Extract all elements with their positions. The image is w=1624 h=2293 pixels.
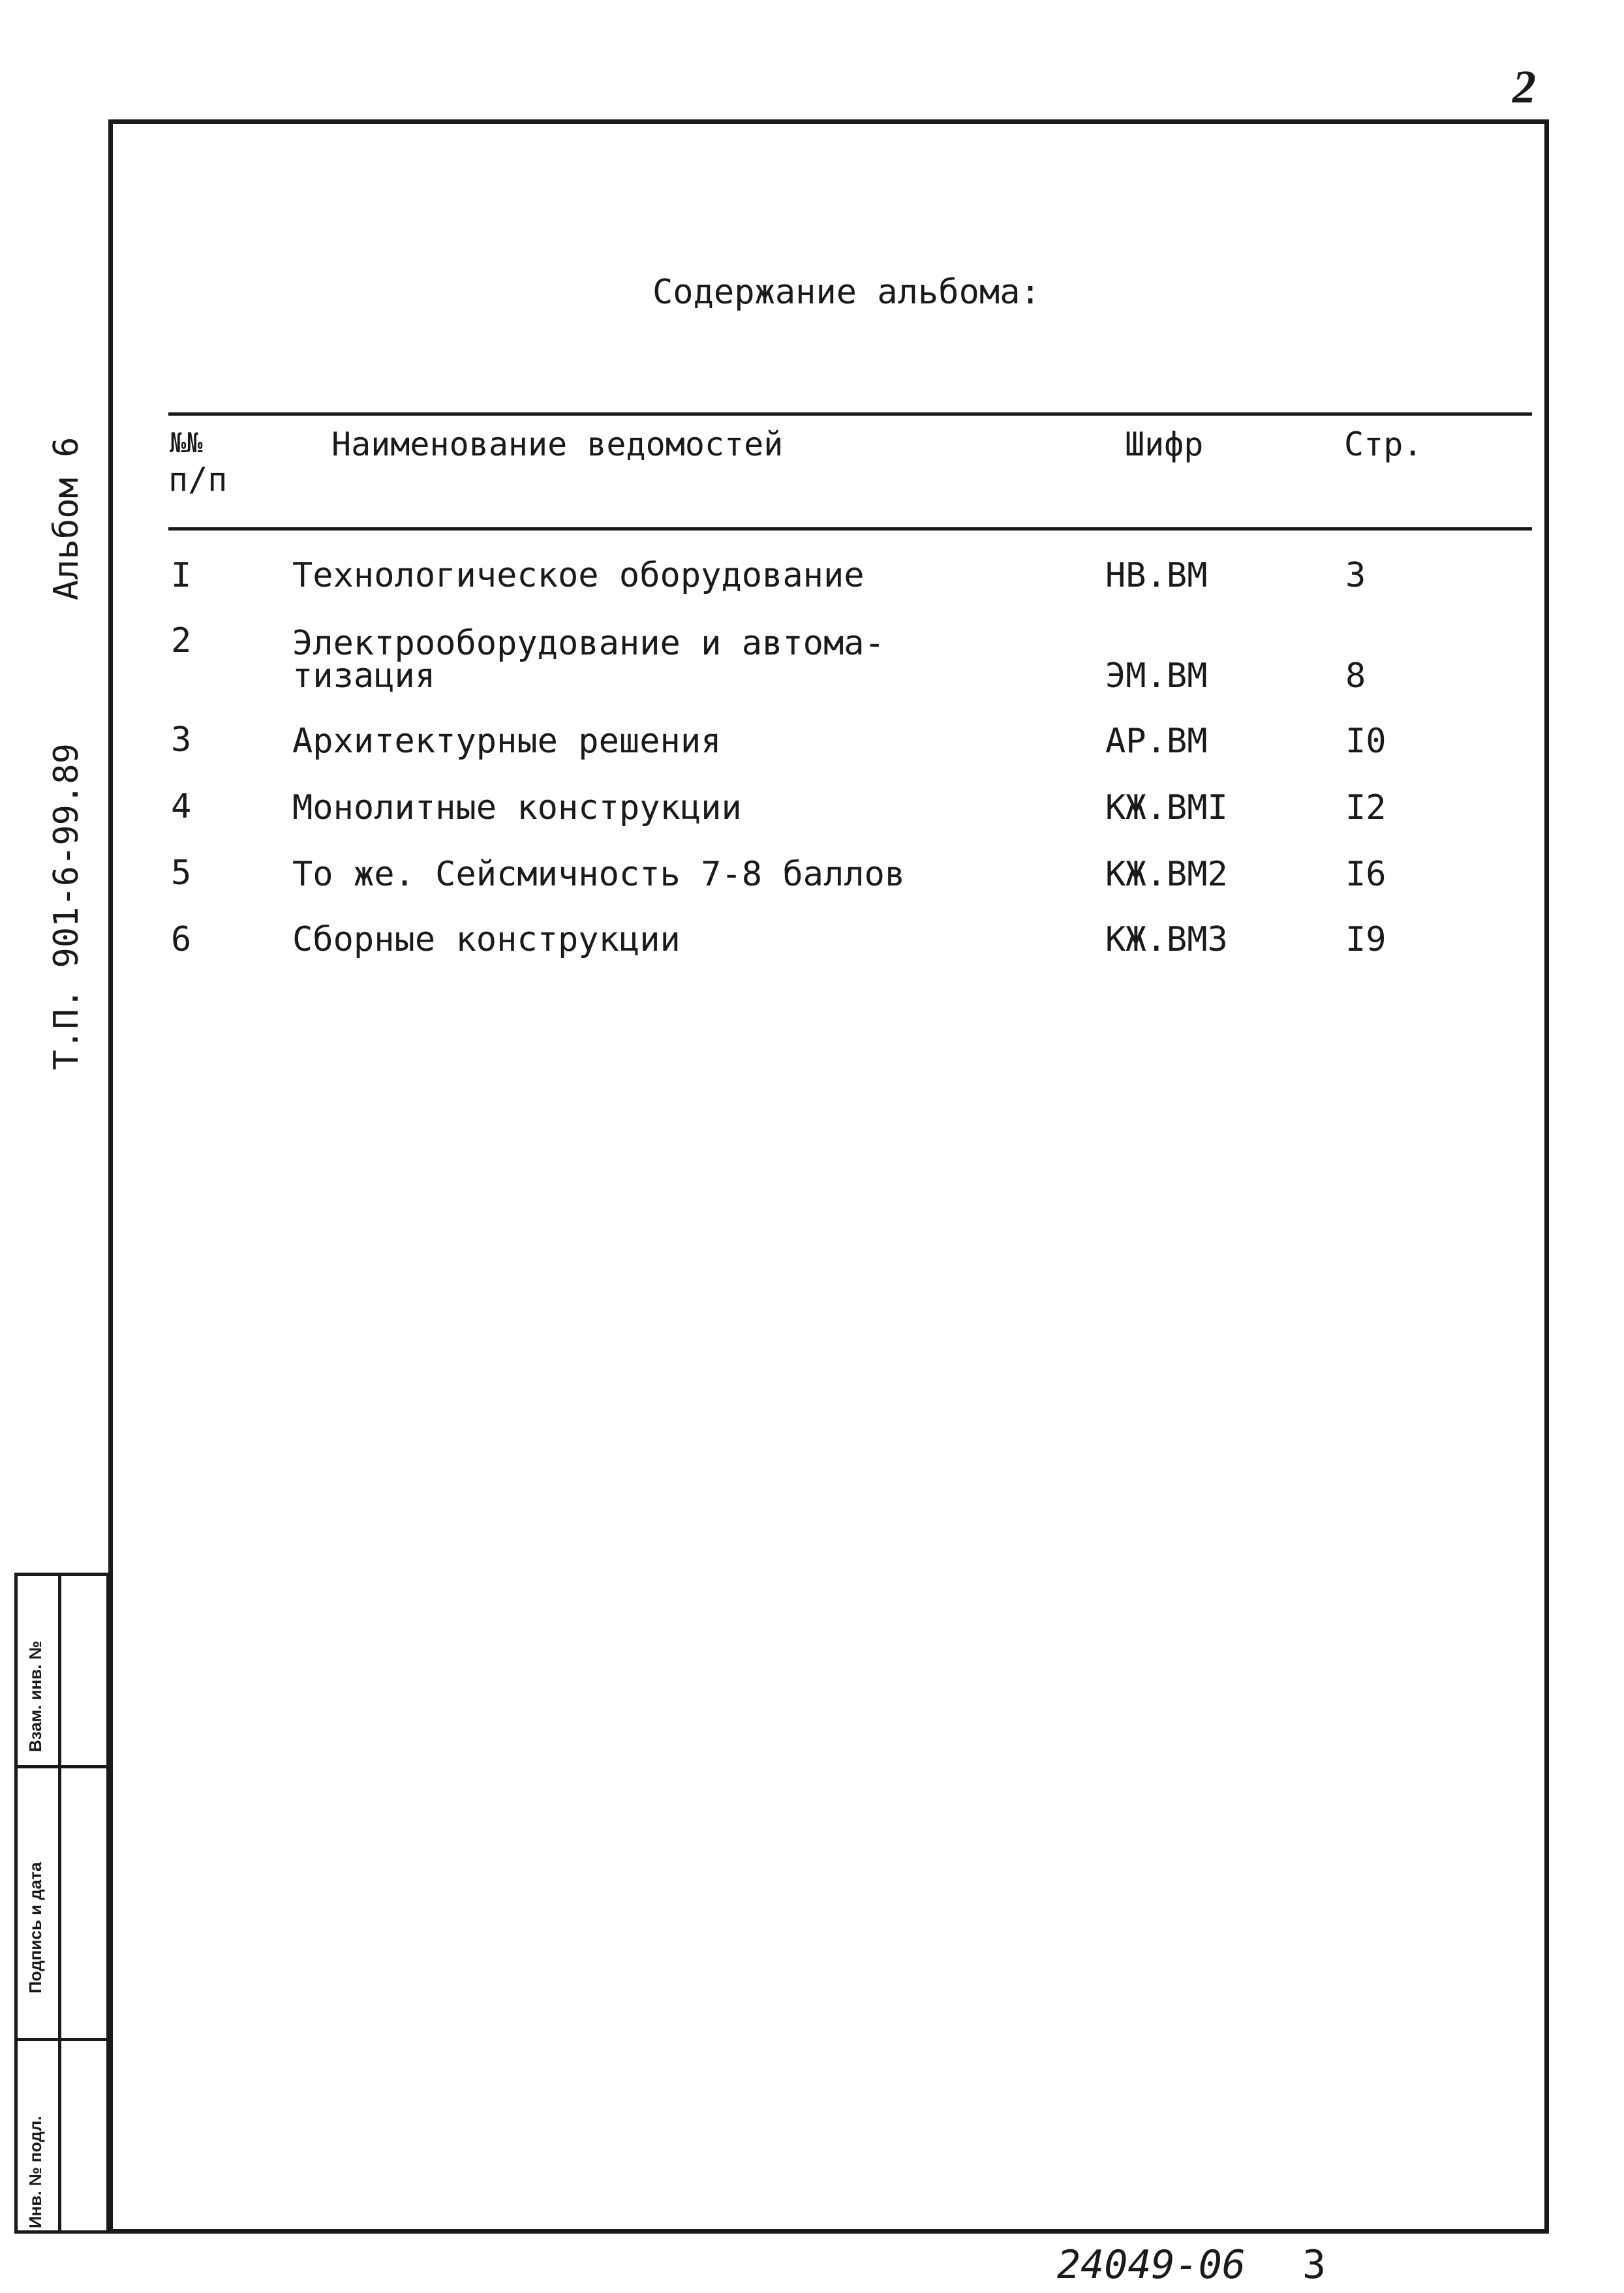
stamp-divider-1	[18, 1765, 106, 1768]
footer-sheet: 3	[1302, 2242, 1326, 2288]
row-code: КЖ.ВМI	[1105, 788, 1228, 827]
row-page: 8	[1345, 656, 1366, 696]
row-name-continued: тизация	[292, 656, 436, 696]
row-name: Архитектурные решения	[292, 722, 722, 761]
header-code: Шифр	[1125, 425, 1204, 463]
row-num: 5	[171, 854, 192, 893]
row-page: 3	[1345, 556, 1366, 595]
header-num-line2: п/п	[168, 461, 228, 499]
footer-number: 24049-06	[1057, 2242, 1246, 2288]
row-num: I	[171, 556, 192, 595]
row-name: Технологическое оборудование	[292, 556, 865, 595]
stamp-label-podpis: Подпись и дата	[25, 1862, 45, 1993]
row-num: 4	[171, 787, 192, 826]
stamp-label-inv: Инв. № подл.	[25, 2116, 45, 2228]
page-number: 2	[1512, 61, 1536, 113]
header-page: Стр.	[1344, 425, 1423, 463]
table-header-rule	[168, 527, 1532, 531]
drawing-frame	[108, 119, 1549, 2234]
row-page: I2	[1345, 788, 1387, 827]
row-page: I6	[1345, 855, 1387, 894]
approval-stamp	[14, 1573, 110, 2234]
row-name: Монолитные конструкции	[292, 788, 742, 827]
row-num: 2	[171, 621, 192, 660]
row-code: НВ.ВМ	[1105, 556, 1208, 595]
row-code: ЭМ.ВМ	[1105, 656, 1208, 696]
row-name: Электрооборудование и автома-	[292, 624, 885, 663]
page-title: Содержание альбома:	[652, 273, 1041, 312]
table-top-rule	[168, 412, 1532, 416]
stamp-divider-2	[18, 2038, 106, 2041]
header-name: Наименование ведомостей	[331, 425, 784, 463]
row-name: То же. Сейсмичность 7-8 баллов	[292, 855, 906, 894]
row-num: 3	[171, 720, 192, 760]
row-page: I9	[1345, 920, 1387, 959]
stamp-label-vzam: Взам. инв. №	[25, 1640, 45, 1752]
row-code: КЖ.ВМ3	[1105, 920, 1228, 959]
stamp-divider-vertical	[58, 1576, 61, 2230]
row-num: 6	[171, 920, 192, 959]
row-code: КЖ.ВМ2	[1105, 855, 1228, 894]
row-page: I0	[1345, 722, 1387, 761]
header-num-line1: №№	[170, 427, 203, 459]
row-code: АР.ВМ	[1105, 722, 1208, 761]
document-code: Т.П. 901-6-99.89	[47, 743, 86, 1070]
row-name: Сборные конструкции	[292, 920, 681, 959]
album-label: Альбом 6	[47, 437, 86, 600]
